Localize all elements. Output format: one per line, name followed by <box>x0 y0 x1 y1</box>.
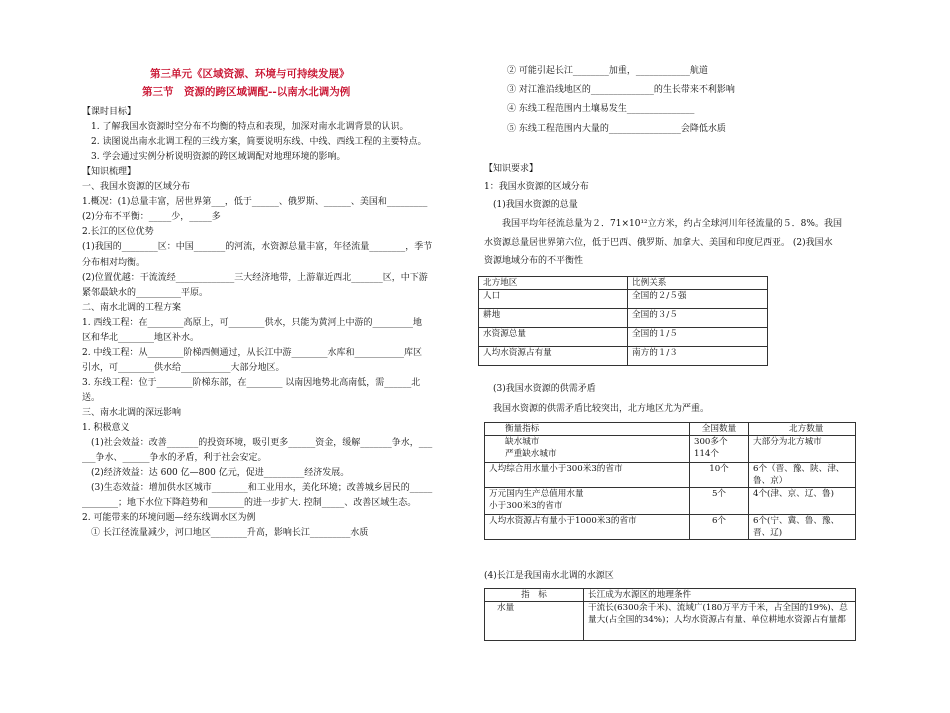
text-line: 三、南水北调的深远影响 <box>82 408 182 418</box>
table-cell: 水量 <box>485 602 584 641</box>
text-line: 2.长江的区位优势 <box>82 227 154 238</box>
unit-title: 第三单元《区域资源、环境与可持续发展》 <box>150 68 350 80</box>
table-cell: 全国的１/５ <box>628 328 768 347</box>
text-line: 送。 <box>82 392 101 403</box>
table-cell: 南方的１/３ <box>628 347 768 366</box>
text-line: 我国平均年径流总量为２．71×10¹²立方米，约占全球河川年径流量的５．8%。我国 <box>484 219 842 229</box>
north-ratio-table <box>478 276 768 366</box>
table-header: 比例关系 <box>628 277 768 290</box>
text-line: (3)生态效益：增加供水区城市________和工业用水，美化环境；改善城乡居民的_____ <box>82 483 433 494</box>
text-line: 1. 积极意义 <box>82 423 130 434</box>
text-line: 水资源总量居世界第六位，低于巴西、俄罗斯、加拿大、美国和印度尼西亚。 (2)我国水 <box>484 238 833 248</box>
text-line: (1)我国的________区：中国_______的河流，水资源总量丰富，年径流量________，季节 <box>82 242 433 253</box>
water-source-heading: (4)长江是我国南水北调的水源区 <box>484 571 614 581</box>
text-line: 1. 西线工程：在________高原上，可________供水，只能为黄河上中游的_________地 <box>82 317 422 328</box>
table-cell: 大部分为北方城市 <box>749 436 856 463</box>
table-cell: 人口 <box>479 290 628 309</box>
table-header: 长江成为水源区的地理条件 <box>584 589 856 602</box>
text-line: 分布相对均衡。 <box>82 257 146 268</box>
table-header: 北方地区 <box>479 277 628 290</box>
text-line: 2. 读图说出南水北调工程的三线方案，简要说明东线、中线、西线工程的主要特点。 <box>82 137 427 148</box>
text-line: ⑤ 东线工程范围内大量的________________会降低水质 <box>507 124 726 134</box>
text-line: ③ 对江淮沿线地区的______________的生长带来不利影响 <box>507 85 735 95</box>
text-line: ___争水、______争水的矛盾，利于社会安定。 <box>82 453 267 464</box>
text-line: ① 长江径流量减少，河口地区________升高，影响长江_________水质 <box>82 528 369 539</box>
table-header: 衡量指标 <box>485 423 690 436</box>
table-cell: 6个（晋、豫、陕、津、鲁、京） <box>749 463 856 488</box>
table-cell: 6个(宁、冀、鲁、豫、晋、辽) <box>749 515 856 540</box>
text-line: 2. 可能带来的环境问题—经东线调水区为例 <box>82 513 256 524</box>
table-cell: 耕地 <box>479 309 628 328</box>
text-line: 紧邻最缺水的__________平原。 <box>82 287 209 298</box>
table-cell: 10个 <box>690 463 749 488</box>
supply-demand-heading: (3)我国水资源的供需矛盾 <box>484 384 596 394</box>
table-cell: 5个 <box>690 488 749 515</box>
table-cell: 300多个 114个 <box>690 436 749 463</box>
table-cell: 人均水资源占有量 <box>479 347 628 366</box>
text-line: 区和华北________地区补水。 <box>82 332 200 343</box>
text-line: 【知识要求】 <box>484 164 539 174</box>
yangtze-conditions-table <box>484 588 856 641</box>
text-line: 3. 学会通过实例分析说明资源的跨区域调配对地理环境的影响。 <box>82 152 346 163</box>
text-line: 【知识梳理】 <box>82 167 137 178</box>
text-line: ④ 东线工程范围内土壤易发生_______________ <box>507 104 695 114</box>
text-line: (1)社会效益：改善_______的投资环境，吸引更多______资金，缓解_______争水，___ <box>82 438 433 449</box>
water-shortage-table <box>484 422 856 540</box>
table-cell: 万元国内生产总值用水量 小于300米3的省市 <box>485 488 690 515</box>
text-line: 二、南水北调的工程方案 <box>82 302 182 313</box>
table-cell: 全国的２/５强 <box>628 290 768 309</box>
text-line: 2. 中线工程：从________阶梯西侧通过，从长江中游________水库和___________库区 <box>82 347 422 358</box>
table-header: 全国数量 <box>690 423 749 436</box>
table-cell: 全国的３/５ <box>628 309 768 328</box>
table-cell: 水资源总量 <box>479 328 628 347</box>
supply-demand-text: 我国水资源的供需矛盾比较突出，北方地区尤为严重。 <box>484 404 710 414</box>
text-line: (2)分布不平衡：_____少，_____多 <box>82 212 221 223</box>
table-cell: 6个 <box>690 515 749 540</box>
table-header: 北方数量 <box>749 423 856 436</box>
text-line: 资源地域分布的不平衡性 <box>484 256 584 266</box>
text-line: ________；地下水位下降趋势和________的进一步扩大. 控制_____、改善区域生态。 <box>82 498 417 509</box>
table-header: 指 标 <box>485 589 584 602</box>
text-line: 1. 了解我国水资源时空分布不均衡的特点和表现，加深对南水北调背景的认识。 <box>82 122 409 133</box>
text-line: (1)我国水资源的总量 <box>484 200 578 210</box>
table-cell: 人均水资源占有量小于1000米3的省市 <box>485 515 690 540</box>
text-line: (2)经济效益：达 600 亿—800 亿元，促进_________经济发展。 <box>82 468 350 479</box>
table-cell: 干流长(6300余千米)、流域广(180万平方千米，占全国的19%)、总 量大(占全国的34%)；人均水资源占有量、单位耕地水资源占有量都 <box>584 602 856 641</box>
text-line: 一、我国水资源的区域分布 <box>82 182 191 193</box>
text-line: 1.概况：(1)总量丰富，居世界第___，低于______、俄罗斯、______、美国和_________ <box>82 197 428 208</box>
table-cell: 人均综合用水量小于300米3的省市 <box>485 463 690 488</box>
text-line: (2)位置优越：干流流经_____________三大经济地带，上游靠近西北_______区，中下游 <box>82 272 428 283</box>
text-line: 1：我国水资源的区域分布 <box>484 182 589 192</box>
section-title: 第三节 资源的跨区域调配--以南水北调为例 <box>142 86 351 98</box>
text-line: 引水，可________供水给___________大部分地区。 <box>82 362 285 373</box>
table-cell: 4个(津、京、辽、鲁) <box>749 488 856 515</box>
text-line: ② 可能引起长江________加重，____________航道 <box>507 66 708 76</box>
table-cell: 缺水城市 严重缺水城市 <box>485 436 690 463</box>
text-line: 3. 东线工程：位于________阶梯东部，在________ 以南因地势北高南低，需______北 <box>82 377 421 388</box>
text-line: 【课时目标】 <box>82 107 137 117</box>
